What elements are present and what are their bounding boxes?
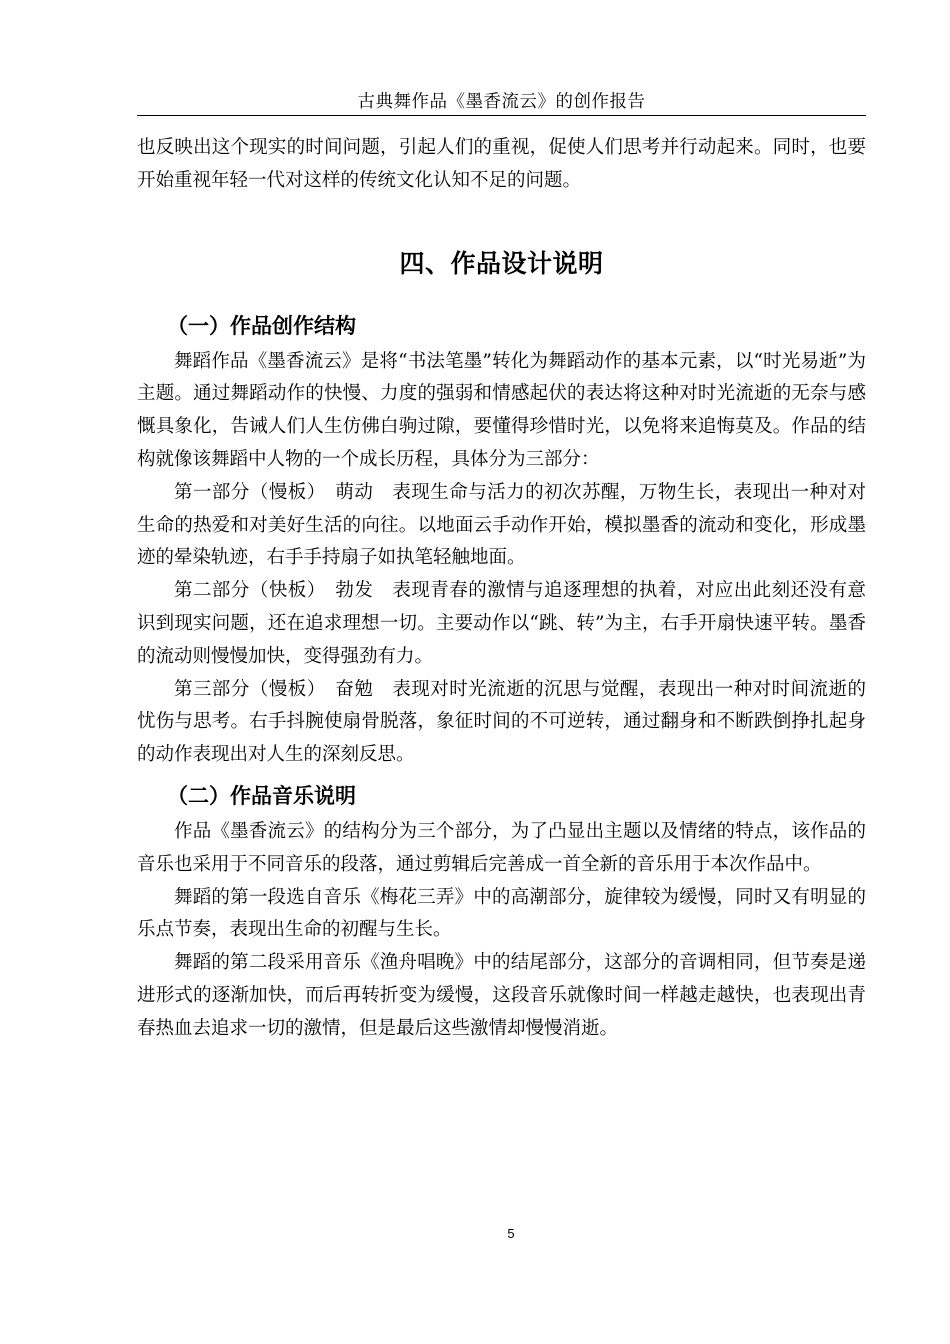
- page-number: 5: [507, 1226, 515, 1241]
- body-paragraph: 舞蹈的第二段采用音乐《渔舟唱晚》中的结尾部分，这部分的音调相同，但节奏是递进形式的逐渐加快，而后再转折变为缓慢，这段音乐就像时间一样越走越快，也表现出青春热血去追求一切的激情，但是最后这些激情却慢慢消逝。: [137, 952, 866, 1039]
- body-paragraph: 第三部分（慢板） 奋勉 表现对时光流逝的沉思与觉醒，表现出一种对时间流逝的忧伤与思考。右手抖腕使扇骨脱落，象征时间的不可逆转，通过翻身和不断跌倒挣扎起身的动作表现出对人生的深刻反思。: [137, 678, 866, 766]
- body-paragraph: 舞蹈的第一段选自音乐《梅花三弄》中的高潮部分，旋律较为缓慢，同时又有明显的乐点节奏，表现出生命的初醒与生长。: [137, 886, 866, 941]
- header-rule: [137, 115, 866, 116]
- running-header: 古典舞作品《墨香流云》的创作报告: [357, 92, 646, 112]
- body-paragraph: 舞蹈作品《墨香流云》是将“书法笔墨”转化为舞蹈动作的基本元素，以“时光易逝”为主题。通过舞蹈动作的快慢、力度的强弱和情感起伏的表达将这种对时光流逝的无奈与感慨具象化，告诫人们人生仿佛白驹过隙，要懂得珍惜时光，以免将来追悔莫及。作品的结构就像该舞蹈中人物的一个成长历程，具体分为三部分：: [137, 350, 866, 470]
- section-title: 四、作品设计说明: [399, 248, 604, 278]
- subsection-title: （一）作品创作结构: [167, 312, 356, 338]
- body-text: [137, 132, 866, 1046]
- body-paragraph: 第二部分（快板） 勃发 表现青春的激情与追逐理想的执着，对应出此刻还没有意识到现实问题，还在追求理想一切。主要动作以“跳、转”为主，右手开扇快速平转。墨香的流动则慢慢加快，变得强劲有力。: [137, 580, 866, 667]
- body-paragraph: 作品《墨香流云》的结构分为三个部分，为了凸显出主题以及情绪的特点，该作品的音乐也采用于不同音乐的段落，通过剪辑后完善成一首全新的音乐用于本次作品中。: [137, 820, 866, 875]
- continuation-paragraph: 也反映出这个现实的时间问题，引起人们的重视，促使人们思考并行动起来。同时，也要开始重视年轻一代对这样的传统文化认知不足的问题。: [137, 137, 866, 191]
- subsection-title: （二）作品音乐说明: [167, 782, 356, 808]
- body-paragraph: 第一部分（慢板） 萌动 表现生命与活力的初次苏醒，万物生长，表现出一种对对生命的热爱和对美好生活的向往。以地面云手动作开始，模拟墨香的流动和变化，形成墨迹的晕染轨迹，右手手持扇子如执笔轻触地面。: [137, 481, 866, 569]
